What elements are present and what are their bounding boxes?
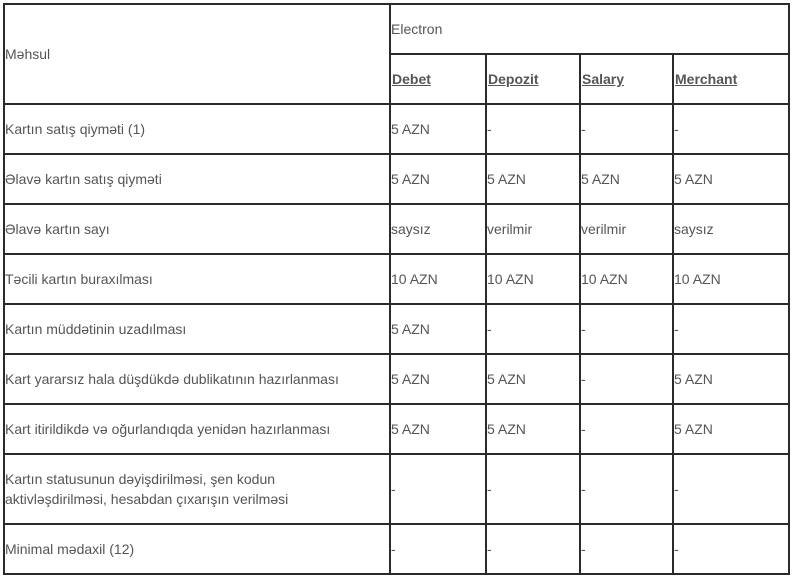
column-header-merchant[interactable] [673, 54, 789, 104]
row-label: Kart yararsız hala düşdükdə dublikatının hazırlanması [4, 354, 390, 404]
product-column-header: Məhsul [4, 4, 390, 104]
row-label: Kartın satış qiyməti (1) [4, 104, 390, 154]
header-row-top [4, 4, 789, 54]
cell-value: 5 AZN [390, 154, 486, 204]
cell-value: - [580, 524, 673, 574]
table-row [4, 104, 789, 154]
table-row [4, 354, 789, 404]
cell-value: verilmir [486, 204, 580, 254]
tariff-table [3, 3, 790, 575]
cell-value: - [673, 304, 789, 354]
row-label-line: aktivləşdirilməsi, hesabdan çıxarışın verilməsi [5, 491, 289, 507]
column-header-link[interactable]: Depozit [488, 71, 539, 87]
cell-value: 10 AZN [580, 254, 673, 304]
row-label-line: Kartın statusunun dəyişdirilməsi, şen kodun [5, 471, 276, 487]
cell-value: 5 AZN [390, 354, 486, 404]
cell-value: 5 AZN [486, 404, 580, 454]
table-row [4, 404, 789, 454]
table-row [4, 254, 789, 304]
cell-value: - [390, 524, 486, 574]
cell-value: - [486, 454, 580, 524]
cell-value: 5 AZN [486, 154, 580, 204]
column-header-link[interactable]: Merchant [675, 71, 738, 87]
cell-value: 10 AZN [486, 254, 580, 304]
cell-value: - [580, 104, 673, 154]
cell-value: 10 AZN [673, 254, 789, 304]
column-header-salary[interactable] [580, 54, 673, 104]
cell-value: 5 AZN [673, 154, 789, 204]
row-label: Təcili kartın buraxılması [4, 254, 390, 304]
table-row [4, 454, 789, 524]
column-header-link[interactable]: Debet [392, 71, 431, 87]
cell-value: saysız [673, 204, 789, 254]
cell-value: - [673, 454, 789, 524]
row-label: Kartın müddətinin uzadılması [4, 304, 390, 354]
row-label: Əlavə kartın satış qiyməti [4, 154, 390, 204]
column-header-debet[interactable] [390, 54, 486, 104]
cell-value: 5 AZN [486, 354, 580, 404]
cell-value: - [580, 304, 673, 354]
cell-value: saysız [390, 204, 486, 254]
cell-value: - [673, 104, 789, 154]
cell-value: - [486, 524, 580, 574]
cell-value: - [486, 304, 580, 354]
cell-value: - [580, 354, 673, 404]
cell-value: - [486, 104, 580, 154]
table-row [4, 524, 789, 574]
row-label: Əlavə kartın sayı [4, 204, 390, 254]
cell-value: 5 AZN [673, 404, 789, 454]
cell-value: - [390, 454, 486, 524]
cell-value: 5 AZN [580, 154, 673, 204]
cell-value: verilmir [580, 204, 673, 254]
table-row [4, 204, 789, 254]
cell-value: - [580, 454, 673, 524]
row-label: Minimal mədaxil (12) [4, 524, 390, 574]
cell-value: 5 AZN [390, 404, 486, 454]
column-header-depozit[interactable] [486, 54, 580, 104]
row-label: Kart itirildikdə və oğurlandıqda yenidən hazırlanması [4, 404, 390, 454]
cell-value: 5 AZN [390, 304, 486, 354]
table-row [4, 154, 789, 204]
column-header-link[interactable]: Salary [582, 71, 625, 87]
cell-value: 5 AZN [390, 104, 486, 154]
cell-value: - [673, 524, 789, 574]
electron-group-header: Electron [390, 4, 789, 54]
cell-value: - [580, 404, 673, 454]
cell-value: 10 AZN [390, 254, 486, 304]
row-label [4, 454, 390, 524]
cell-value: 5 AZN [673, 354, 789, 404]
table-row [4, 304, 789, 354]
